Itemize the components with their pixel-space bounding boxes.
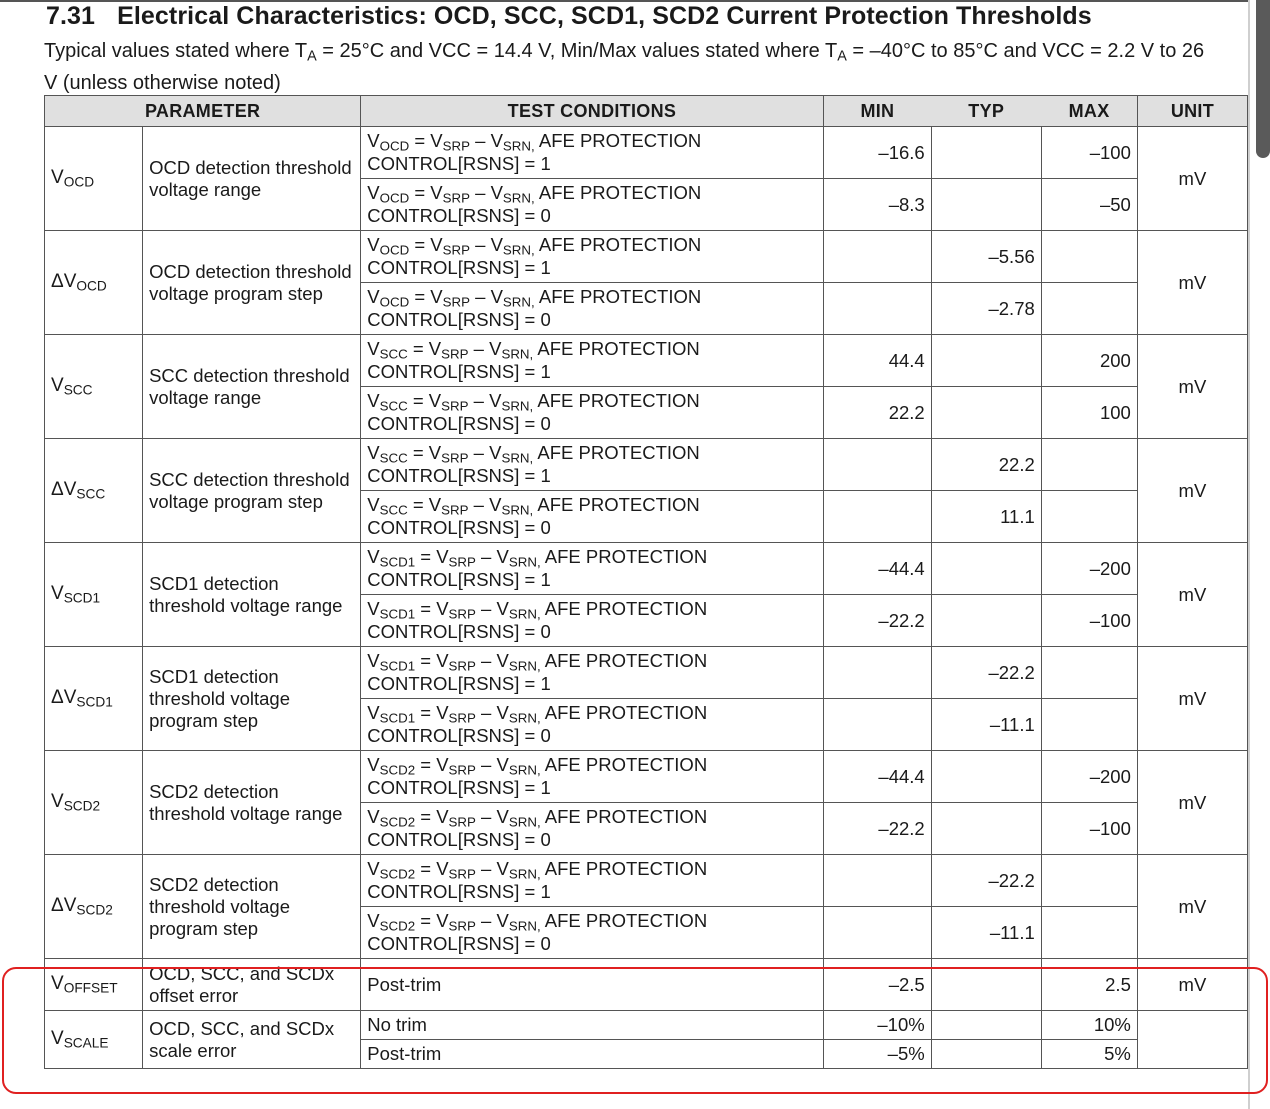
typ-value: –5.56 [931,231,1041,283]
max-value [1041,439,1137,491]
test-condition: $V_{SCD2} = V_{SRP} - V_{SRN,}$ AFE PROTECTION CONTROL[RSNS] = 0 [361,803,823,855]
test-condition: Post-trim [361,959,823,1011]
characteristics-table [44,95,1248,1069]
max-value [1041,699,1137,751]
section-number: 7.31 [46,2,96,30]
max-value: –100 [1041,803,1137,855]
table-row [45,543,1248,595]
min-value: –22.2 [823,595,931,647]
test-condition: $V_{SCC} = V_{SRP} - V_{SRN,}$ AFE PROTECTION CONTROL[RSNS] = 1 [361,439,823,491]
table-row [45,751,1248,803]
parameter-description: OCD detection threshold voltage program step [143,231,361,335]
max-value: 5% [1041,1040,1137,1069]
unit: mV [1137,647,1247,751]
unit: mV [1137,439,1247,543]
header-row [45,96,1248,127]
max-value: 2.5 [1041,959,1137,1011]
typ-value [931,803,1041,855]
unit: mV [1137,231,1247,335]
note-sub: A [837,48,847,65]
conditions-note [44,38,1214,96]
table-row [45,647,1248,699]
typ-value: –22.2 [931,647,1041,699]
max-value: –200 [1041,543,1137,595]
test-condition: $V_{SCD1} = V_{SRP} - V_{SRN,}$ AFE PROTECTION CONTROL[RSNS] = 0 [361,699,823,751]
max-value: –200 [1041,751,1137,803]
header-parameter: PARAMETER [45,96,361,127]
min-value [823,699,931,751]
max-value [1041,283,1137,335]
min-value [823,439,931,491]
max-value [1041,647,1137,699]
test-condition: $V_{SCC} = V_{SRP} - V_{SRN,}$ AFE PROTECTION CONTROL[RSNS] = 0 [361,387,823,439]
max-value: –50 [1041,179,1137,231]
parameter-symbol: $\Delta V_{OCD}$ [45,231,143,335]
table-row [45,335,1248,387]
max-value: 100 [1041,387,1137,439]
test-condition: $V_{SCD1} = V_{SRP} - V_{SRN,}$ AFE PROTECTION CONTROL[RSNS] = 1 [361,647,823,699]
scrollbar-thumb[interactable] [1256,0,1270,158]
max-value [1041,855,1137,907]
test-condition: $V_{OCD} = V_{SRP} - V_{SRN,}$ AFE PROTECTION CONTROL[RSNS] = 0 [361,179,823,231]
typ-value [931,751,1041,803]
test-condition: $V_{OCD} = V_{SRP} - V_{SRN,}$ AFE PROTECTION CONTROL[RSNS] = 1 [361,231,823,283]
test-condition: $V_{SCD1} = V_{SRP} - V_{SRN,}$ AFE PROTECTION CONTROL[RSNS] = 0 [361,595,823,647]
min-value: –2.5 [823,959,931,1011]
header-typ: TYP [931,96,1041,127]
typ-value [931,127,1041,179]
parameter-description: SCC detection threshold voltage program step [143,439,361,543]
parameter-symbol: $V_{SCALE}$ [45,1011,143,1069]
test-condition: $V_{OCD} = V_{SRP} - V_{SRN,}$ AFE PROTECTION CONTROL[RSNS] = 0 [361,283,823,335]
min-value [823,231,931,283]
min-value: –5% [823,1040,931,1069]
typ-value: –22.2 [931,855,1041,907]
min-value: –16.6 [823,127,931,179]
typ-value: 22.2 [931,439,1041,491]
min-value [823,283,931,335]
min-value [823,907,931,959]
header-max: MAX [1041,96,1137,127]
note-sub: A [307,48,317,65]
unit: mV [1137,543,1247,647]
table-row [45,231,1248,283]
test-condition: $V_{SCD1} = V_{SRP} - V_{SRN,}$ AFE PROTECTION CONTROL[RSNS] = 1 [361,543,823,595]
unit: mV [1137,959,1247,1011]
min-value: 22.2 [823,387,931,439]
test-condition: $V_{SCD2} = V_{SRP} - V_{SRN,}$ AFE PROTECTION CONTROL[RSNS] = 1 [361,751,823,803]
parameter-symbol: $\Delta V_{SCD1}$ [45,647,143,751]
max-value [1041,907,1137,959]
note-part: = –40°C to 85°C and VCC = 2.2 V to 26 V (unless otherwise noted) [44,40,1205,94]
typ-value [931,387,1041,439]
section-title-text: Electrical Characteristics: OCD, SCC, SCD1, SCD2 Current Protection Thresholds [117,2,1092,30]
note-part: = 25°C and VCC = 14.4 V, Min/Max values stated where T [316,40,838,62]
header-test-conditions: TEST CONDITIONS [361,96,823,127]
table-row [45,127,1248,179]
min-value: –44.4 [823,543,931,595]
table-row [45,855,1248,907]
test-condition: $V_{SCC} = V_{SRP} - V_{SRN,}$ AFE PROTECTION CONTROL[RSNS] = 0 [361,491,823,543]
header-unit: UNIT [1137,96,1247,127]
min-value [823,491,931,543]
typ-value [931,335,1041,387]
max-value [1041,231,1137,283]
parameter-description: OCD, SCC, and SCDx scale error [143,1011,361,1069]
test-condition: No trim [361,1011,823,1040]
test-condition: $V_{SCC} = V_{SRP} - V_{SRN,}$ AFE PROTECTION CONTROL[RSNS] = 1 [361,335,823,387]
test-condition: $V_{OCD} = V_{SRP} - V_{SRN,}$ AFE PROTECTION CONTROL[RSNS] = 1 [361,127,823,179]
parameter-description: OCD, SCC, and SCDx offset error [143,959,361,1011]
max-value: 10% [1041,1011,1137,1040]
typ-value: 11.1 [931,491,1041,543]
min-value: 44.4 [823,335,931,387]
unit: mV [1137,335,1247,439]
max-value: –100 [1041,127,1137,179]
parameter-symbol: $\Delta V_{SCC}$ [45,439,143,543]
typ-value [931,595,1041,647]
min-value: –10% [823,1011,931,1040]
parameter-symbol: $V_{OFFSET}$ [45,959,143,1011]
parameter-symbol: $V_{SCD2}$ [45,751,143,855]
scrollbar-track[interactable] [1248,0,1250,1109]
parameter-description: OCD detection threshold voltage range [143,127,361,231]
min-value [823,647,931,699]
parameter-symbol: $V_{SCD1}$ [45,543,143,647]
max-value: –100 [1041,595,1137,647]
parameter-description: SCD1 detection threshold voltage program step [143,647,361,751]
parameter-symbol: $V_{SCC}$ [45,335,143,439]
test-condition: $V_{SCD2} = V_{SRP} - V_{SRN,}$ AFE PROTECTION CONTROL[RSNS] = 0 [361,907,823,959]
typ-value [931,543,1041,595]
header-min: MIN [823,96,931,127]
note-part: Typical values stated where T [44,40,308,62]
parameter-description: SCD1 detection threshold voltage range [143,543,361,647]
min-value [823,855,931,907]
section-title [46,2,1092,31]
unit: mV [1137,127,1247,231]
unit: mV [1137,751,1247,855]
highlight-box [2,967,1268,1094]
max-value [1041,491,1137,543]
parameter-description: SCD2 detection threshold voltage range [143,751,361,855]
min-value: –44.4 [823,751,931,803]
test-condition: Post-trim [361,1040,823,1069]
typ-value: –11.1 [931,907,1041,959]
typ-value: –11.1 [931,699,1041,751]
table-row [45,439,1248,491]
unit: mV [1137,855,1247,959]
parameter-symbol: $V_{OCD}$ [45,127,143,231]
typ-value: –2.78 [931,283,1041,335]
parameter-symbol: $\Delta V_{SCD2}$ [45,855,143,959]
typ-value [931,179,1041,231]
parameter-description: SCD2 detection threshold voltage program step [143,855,361,959]
test-condition: $V_{SCD2} = V_{SRP} - V_{SRN,}$ AFE PROTECTION CONTROL[RSNS] = 1 [361,855,823,907]
max-value: 200 [1041,335,1137,387]
parameter-description: SCC detection threshold voltage range [143,335,361,439]
min-value: –22.2 [823,803,931,855]
min-value: –8.3 [823,179,931,231]
